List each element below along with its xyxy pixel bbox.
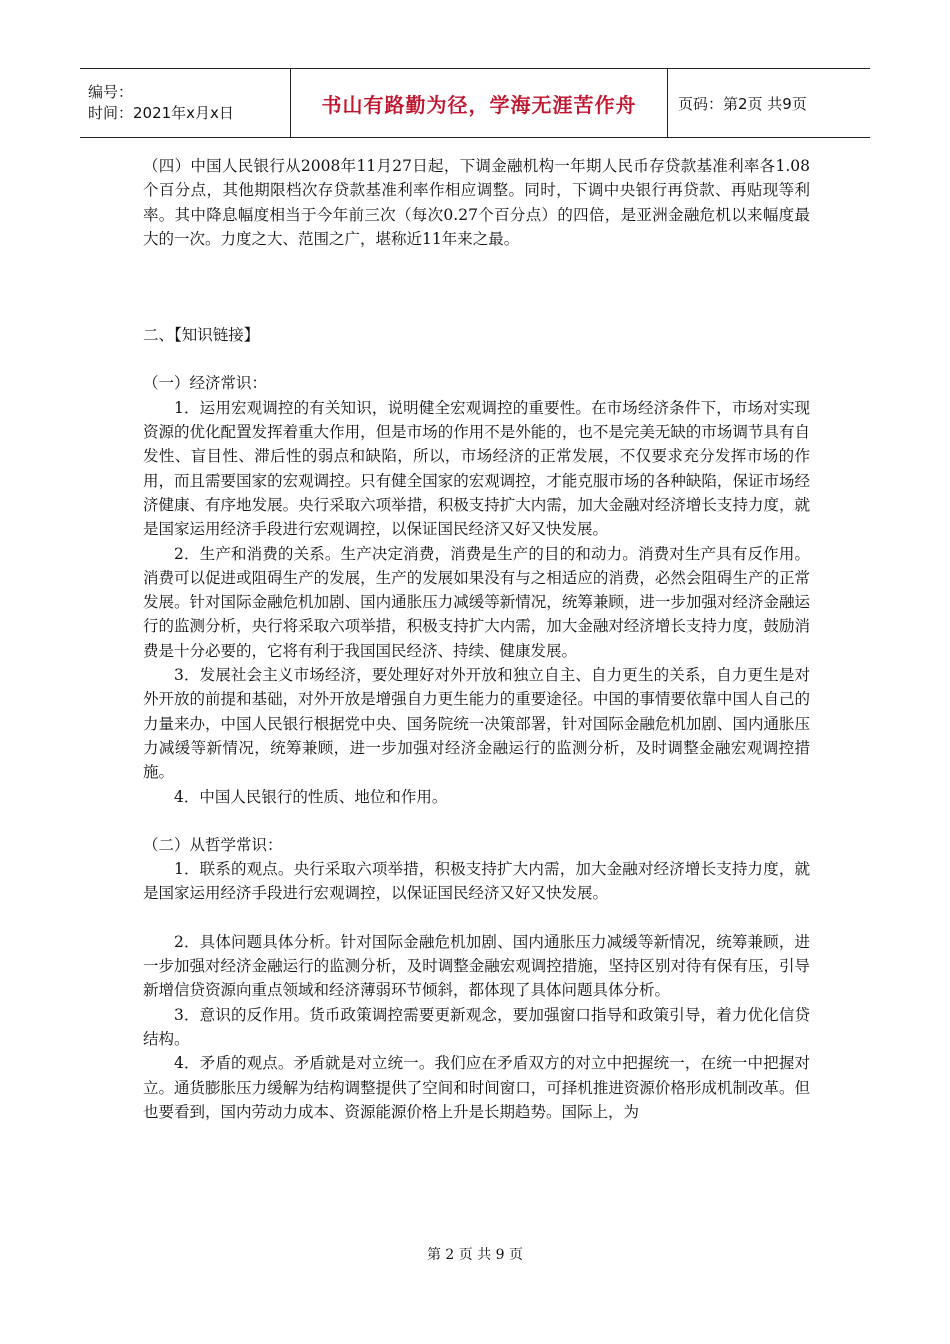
phil-item-1: 1．联系的观点。央行采取六项举措，积极支持扩大内需，加大金融对经济增长支持力度，就是国家运用经济手段进行宏观调控，以保证国民经济又好又快发展。 xyxy=(143,860,810,903)
econ-heading: （一）经济常识： xyxy=(143,374,268,393)
econ-item-3: 3．发展社会主义市场经济，要处理好对外开放和独立自主、自力更生的关系，自力更生是对外开放的前提和基础，对外开放是增强自力更生能力的重要途径。中国的事情要依靠中国人自己的力量来办，中国人民银行根据党中央、国务院统一决策部署，针对国际金融危机加剧、国内通胀压力减缓等新情况，统筹兼顾，进一步加强对经济金融运行的监测分析，及时调整金融宏观调控措施。 xyxy=(143,666,810,782)
page-header xyxy=(80,68,870,138)
header-motto-cell xyxy=(291,69,668,137)
phil-item-4: 4．矛盾的观点。矛盾就是对立统一。我们应在矛盾双方的对立中把握统一，在统一中把握对立。通货膨胀压力缓解为结构调整提供了空间和时间窗口，可择机推进资源价格形成机制改革。但也要看到，国内劳动力成本、资源能源价格上升是长期趋势。国际上，为 xyxy=(143,1054,810,1121)
econ-item-2: 2．生产和消费的关系。生产决定消费，消费是生产的目的和动力。消费对生产具有反作用。消费可以促进或阻碍生产的发展，生产的发展如果没有与之相适应的消费，必然会阻碍生产的正常发展。针对国际金融危机加剧、国内通胀压力减缓等新情况，统筹兼顾，进一步加强对经济金融运行的监测分析，央行将采取六项举措，积极支持扩大内需，加大金融对经济增长支持力度，鼓励消费是十分必要的，它将有利于我国国民经济、持续、健康发展。 xyxy=(143,544,810,660)
document-time-label: 时间：2021年x月x日 xyxy=(88,104,234,122)
header-page-label: 页码：第2页 共9页 xyxy=(678,94,807,113)
section-two-title: 二、【知识链接】 xyxy=(143,326,260,345)
page-footer: 第 2 页 共 9 页 xyxy=(426,1247,524,1263)
paragraph-four: （四）中国人民银行从2008年11月27日起，下调金融机构一年期人民币存贷款基准利率各1.08个百分点，其他期限档次存贷款基准利率作相应调整。同时，下调中央银行再贷款、再贴现等利率。其中降息幅度相当于今年前三次（每次0.27个百分点）的四倍，是亚洲金融危机以来幅度最大的一次。力度之大、范围之广，堪称近11年来之最。 xyxy=(143,157,810,248)
header-motto: 书山有路勤为径，学海无涯苦作舟 xyxy=(321,92,637,117)
document-body xyxy=(143,154,810,1124)
econ-item-4: 4．中国人民银行的性质、地位和作用。 xyxy=(174,787,448,806)
phil-item-3: 3．意识的反作用。货币政策调控需要更新观念，要加强窗口指导和政策引导，着力优化信贷结构。 xyxy=(143,1005,810,1048)
econ-item-1: 1．运用宏观调控的有关知识，说明健全宏观调控的重要性。在市场经济条件下，市场对实现资源的优化配置发挥着重大作用，但是市场的作用不是外能的，也不是完美无缺的市场调节具有自发性、盲目性、滞后性的弱点和缺陷，所以，市场经济的正常发展，不仅要求充分发挥市场的作用，而且需要国家的宏观调控。只有健全国家的宏观调控，才能克服市场的各种缺陷，保证市场经济健康、有序地发展。央行采取六项举措，积极支持扩大内需，加大金融对经济增长支持力度，就是国家运用经济手段进行宏观调控，以保证国民经济又好又快发展。 xyxy=(143,398,810,539)
phil-item-2: 2．具体问题具体分析。针对国际金融危机加剧、国内通胀压力减缓等新情况，统筹兼顾，进一步加强对经济金融运行的监测分析，及时调整金融宏观调控措施，坚持区别对待有保有压，引导新增信贷资源向重点领域和经济薄弱环节倾斜，都体现了具体问题具体分析。 xyxy=(143,932,810,1000)
header-meta xyxy=(80,69,291,137)
phil-heading: （二）从哲学常识： xyxy=(143,835,283,854)
document-number-label: 编号： xyxy=(88,83,134,101)
header-page-cell xyxy=(668,69,870,137)
